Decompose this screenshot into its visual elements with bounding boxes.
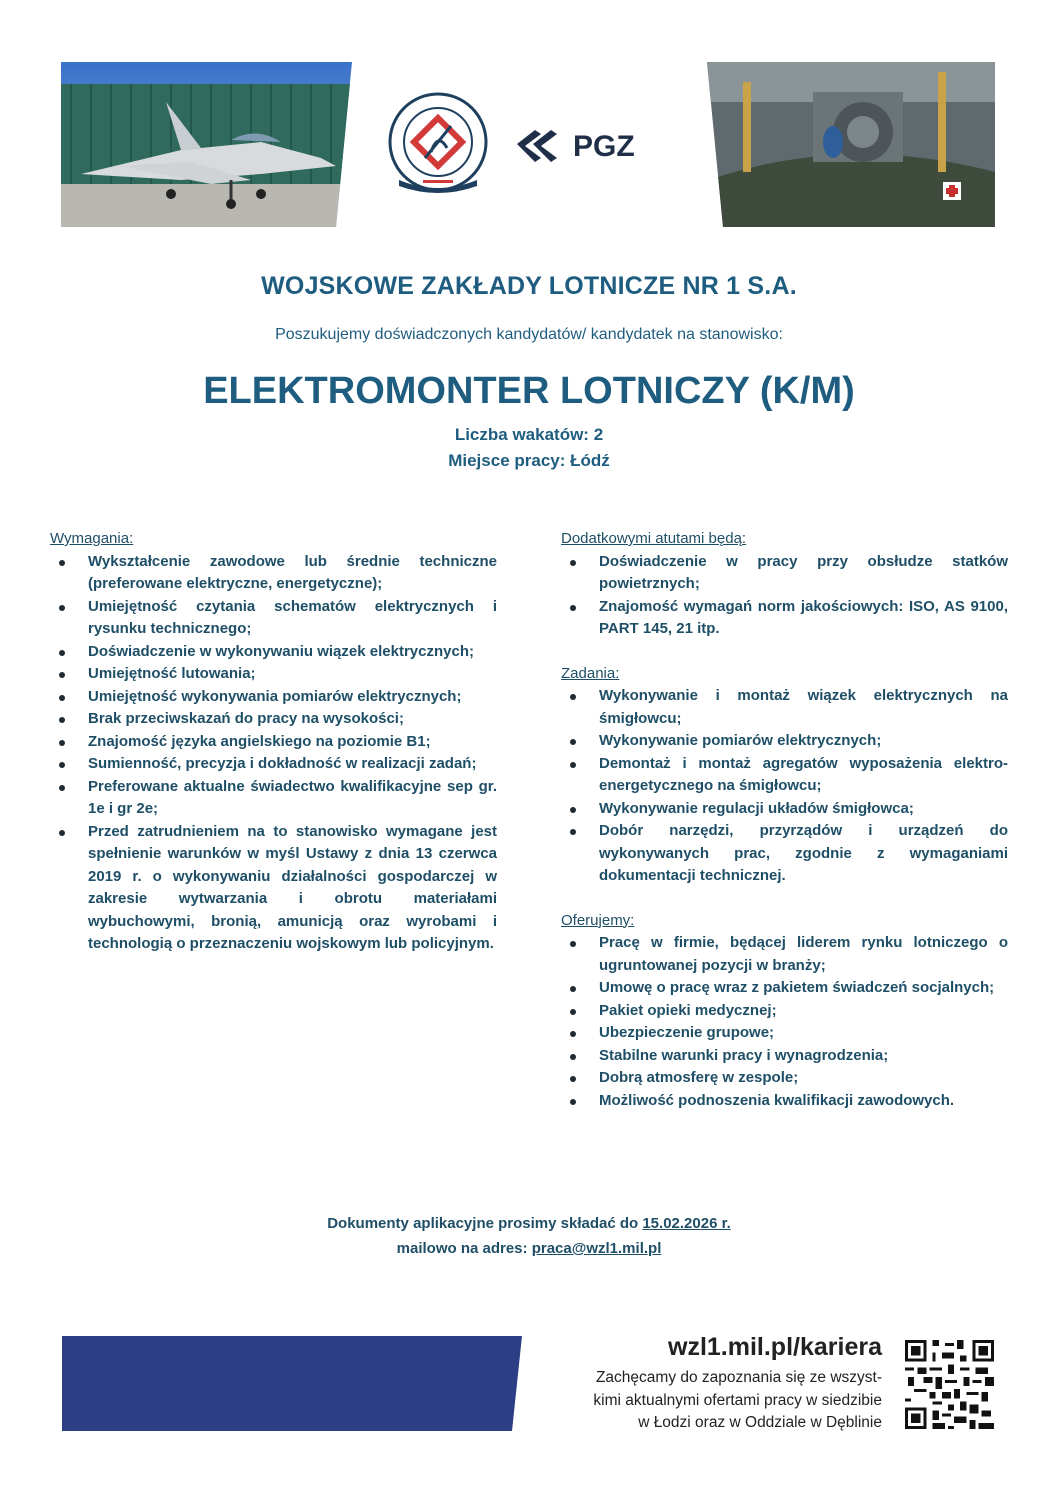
list-item: Dobór narzędzi, przyrządów i urządzeń do wykonywanych prac, zgodnie z wymaganiami dokumentacji technicznej. <box>599 820 1008 888</box>
list-item: Sumienność, precyzja i dokładność w realizacji zadań; <box>88 753 497 776</box>
svg-text:PGZ: PGZ <box>573 130 635 163</box>
list-item: Preferowane aktualne świadectwo kwalifikacyjne sep gr. 1e i gr 2e; <box>88 776 497 821</box>
wzl-logo <box>385 92 491 198</box>
assets-list <box>561 551 1008 641</box>
tasks-list <box>561 685 1008 888</box>
tasks-title: Zadania: <box>561 664 620 682</box>
requirements-section <box>50 528 497 956</box>
vacancies-count: Liczba wakatów: 2 <box>454 425 604 444</box>
list-item: Przed zatrudnieniem na to stanowisko wymagane jest spełnienie warunków w myśl Ustawy z dnia 13 czerwca 2019 r. o wykonywaniu działalności gospodarczej w zakresie wytwarzania i obrotu materiałami wybuchowymi, bronią, amunicją oraz wyrobami i technologią o przeznaczeniu wojskowym lub policyjnym. <box>88 821 497 956</box>
deadline-date: 15.02.2026 r. <box>642 1215 731 1232</box>
list-item: Demontaż i montaż agregatów wyposażenia elektro-energetycznego na śmigłowcu; <box>599 753 1008 798</box>
list-item: Umiejętność lutowania; <box>88 663 497 686</box>
encourage-line: Zachęcamy do zapoznania się ze wszyst- <box>595 1369 882 1386</box>
list-item: Znajomość języka angielskiego na poziomie B1; <box>88 731 497 754</box>
list-item: Umowę o pracę wraz z pakietem świadczeń socjalnych; <box>599 977 1008 1000</box>
right-column <box>561 528 1008 1112</box>
encourage-text <box>528 1367 882 1435</box>
list-item: Stabilne warunki pracy i wynagrodzenia; <box>599 1045 1008 1068</box>
position-title: ELEKTROMONTER LOTNICZY (K/M) <box>203 370 855 412</box>
encourage-line: w Łodzi oraz w Oddziale w Dęblinie <box>638 1414 882 1431</box>
requirements-title: Wymagania: <box>50 530 134 547</box>
list-item: Ubezpieczenie grupowe; <box>599 1022 1008 1045</box>
intro-text: Poszukujemy doświadczonych kandydatów/ kandydatek na stanowisko: <box>275 326 783 343</box>
list-item: Pakiet opieki medycznej; <box>599 1000 1008 1023</box>
career-site-link[interactable]: wzl1.mil.pl/kariera <box>668 1333 882 1361</box>
offer-title: Oferujemy: <box>561 911 635 929</box>
list-item: Doświadczenie w wykonywaniu wiązek elektrycznych; <box>88 641 497 664</box>
list-item: Doświadczenie w pracy przy obsłudze statków powietrznych; <box>599 551 1008 596</box>
requirements-list <box>50 551 497 956</box>
list-item: Znajomość wymagań norm jakościowych: ISO, AS 9100, PART 145, 21 itp. <box>599 596 1008 641</box>
offer-list <box>561 932 1008 1112</box>
list-item: Wykonywanie pomiarów elektrycznych; <box>599 730 1008 753</box>
helicopter-photo <box>703 62 995 227</box>
encourage-line: kimi aktualnymi ofertami pracy w siedzibie <box>593 1391 882 1409</box>
application-email <box>0 1240 1058 1257</box>
email-prefix: mailowo na adres: <box>396 1240 532 1257</box>
deadline-prefix: Dokumenty aplikacyjne prosimy składać do <box>327 1215 643 1232</box>
list-item: Wykształcenie zawodowe lub średnie techniczne (preferowane elektryczne, energetyczne); <box>88 551 497 596</box>
aircraft-photo <box>61 62 352 227</box>
list-item: Możliwość podnoszenia kwalifikacji zawodowych. <box>599 1090 1008 1113</box>
list-item: Wykonywanie regulacji układów śmigłowca; <box>599 798 1008 821</box>
banner-bar <box>62 1336 522 1431</box>
pgz-logo <box>515 122 675 168</box>
list-item: Umiejętność wykonywania pomiarów elektrycznych; <box>88 686 497 709</box>
work-location: Miejsce pracy: Łódź <box>448 451 610 470</box>
assets-title: Dodatkowymi atutami będą: <box>561 530 747 547</box>
list-item: Umiejętność czytania schematów elektrycznych i rysunku technicznego; <box>88 596 497 641</box>
list-item: Pracę w firmie, będącej liderem rynku lotniczego o ugruntowanej pozycji w branży; <box>599 932 1008 977</box>
list-item: Brak przeciwskazań do pracy na wysokości; <box>88 708 497 731</box>
email-link[interactable]: praca@wzl1.mil.pl <box>531 1240 662 1257</box>
list-item: Dobrą atmosferę w zespole; <box>599 1067 1008 1090</box>
application-deadline <box>0 1215 1058 1232</box>
list-item: Wykonywanie i montaż wiązek elektrycznych na śmigłowcu; <box>599 685 1008 730</box>
qr-code[interactable] <box>905 1340 994 1429</box>
company-name: WOJSKOWE ZAKŁADY LOTNICZE NR 1 S.A. <box>261 272 797 300</box>
